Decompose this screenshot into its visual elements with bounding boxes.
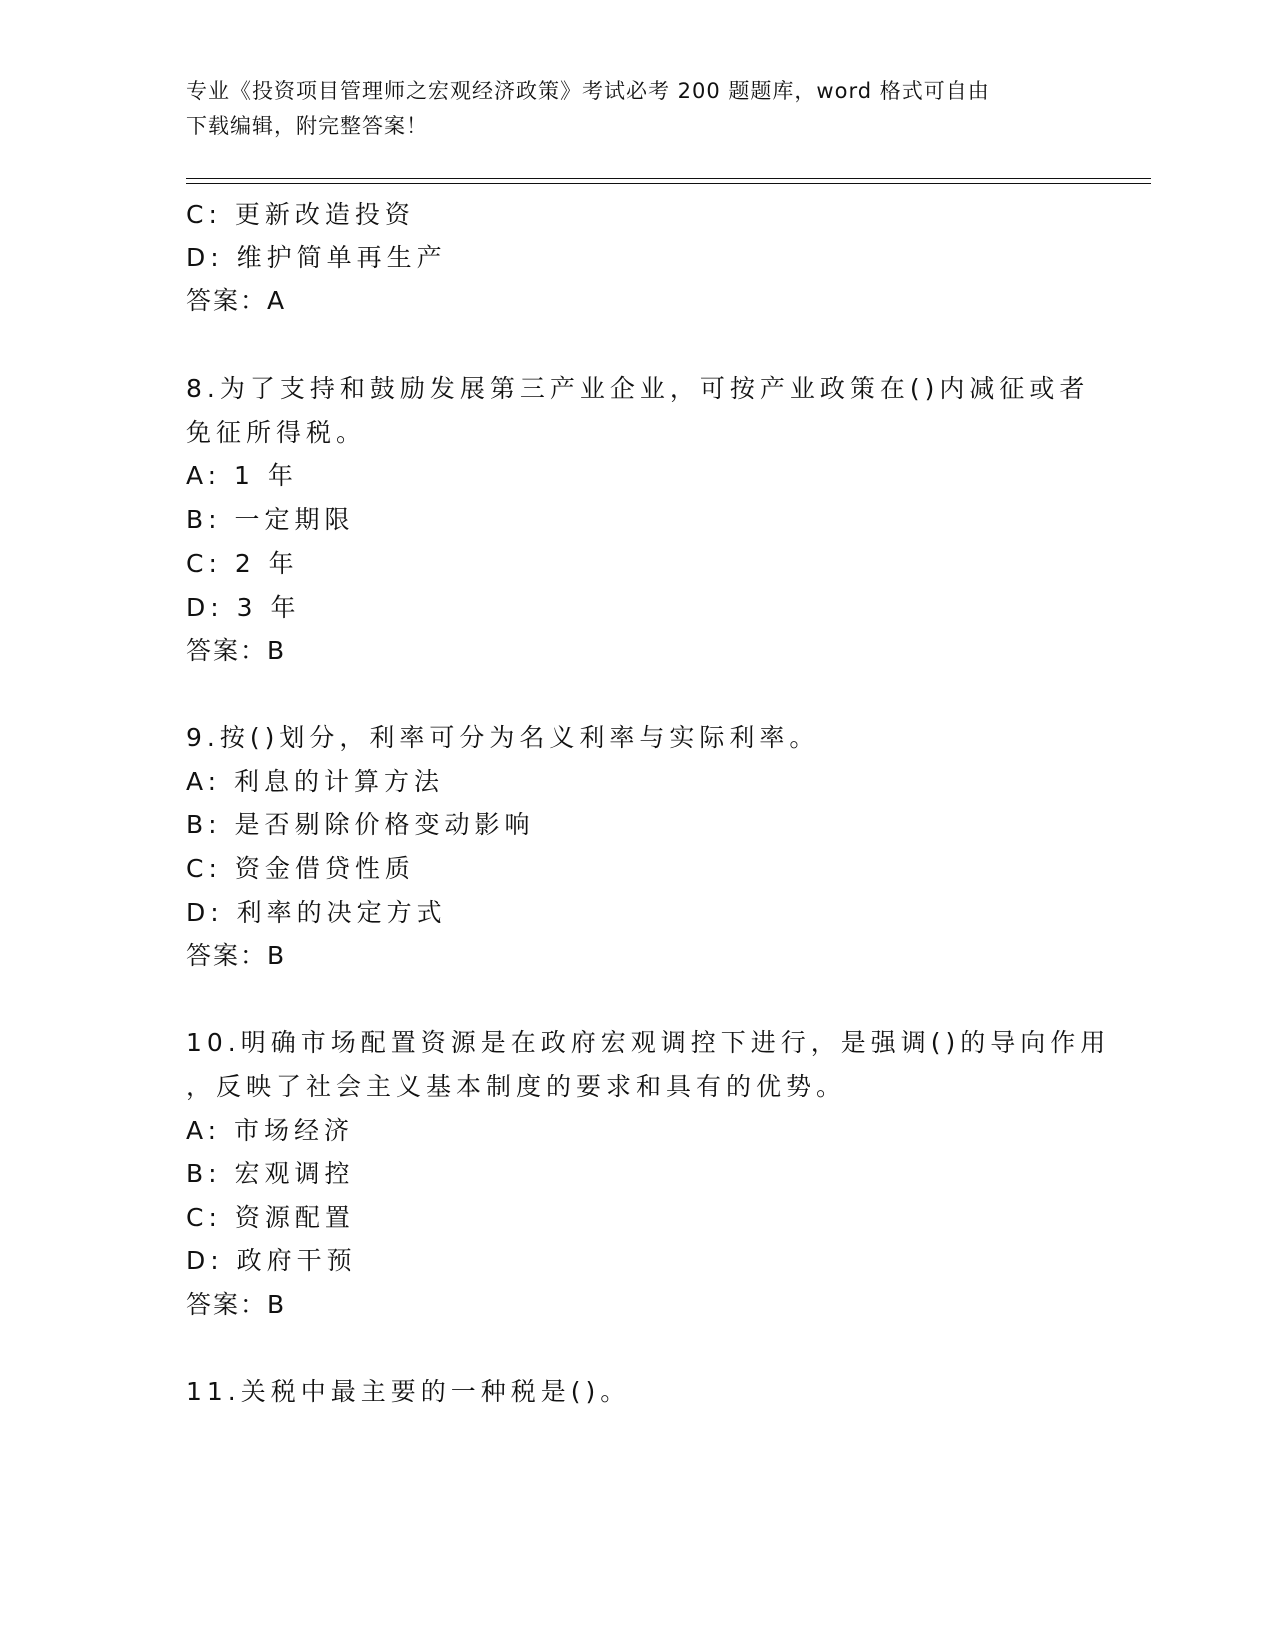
answer-value: B [267, 941, 285, 970]
q9-stem-line-1: 9.按()划分，利率可分为名义利率与实际利率。 [186, 723, 820, 752]
answer-value: A [267, 286, 285, 315]
answer-label: 答案： [186, 941, 268, 970]
q8-stem-line-1: 8.为了支持和鼓励发展第三产业企业，可按产业政策在()内减征或者 [186, 374, 1090, 403]
q9-option-b: B: 是否剔除价格变动影响 [186, 810, 535, 839]
header-divider-bottom [186, 183, 1151, 184]
q8-stem-line-2: 免征所得税。 [186, 418, 367, 447]
q8-option-b: B: 一定期限 [186, 505, 355, 534]
q8-option-d: D: 3 年 [186, 593, 301, 622]
q7-option-c: C: 更新改造投资 [186, 200, 415, 229]
q10-stem-line-1: 10.明确市场配置资源是在政府宏观调控下进行，是强调()的导向作用 [186, 1028, 1111, 1057]
q9-option-d: D: 利率的决定方式 [186, 898, 447, 927]
q10-stem-line-2: ，反映了社会主义基本制度的要求和具有的优势。 [186, 1072, 847, 1101]
q7-option-d: D: 维护简单再生产 [186, 243, 447, 272]
answer-label: 答案： [186, 286, 268, 315]
header-line-1: 专业《投资项目管理师之宏观经济政策》考试必考 200 题题库，word 格式可自由 [186, 79, 990, 103]
q11-stem-line-1: 11.关税中最主要的一种税是()。 [186, 1377, 631, 1406]
q9-answer [186, 939, 284, 973]
header-divider-top [186, 178, 1151, 179]
q9-option-c: C: 资金借贷性质 [186, 854, 415, 883]
answer-label: 答案： [186, 636, 268, 665]
q10-option-d: D: 政府干预 [186, 1246, 357, 1275]
q8-option-a: A: 1 年 [186, 461, 298, 490]
q7-answer [186, 284, 284, 318]
q10-answer [186, 1288, 284, 1322]
q9-option-a: A: 利息的计算方法 [186, 767, 445, 796]
q10-option-b: B: 宏观调控 [186, 1159, 355, 1188]
answer-value: B [267, 636, 285, 665]
answer-value: B [267, 1290, 285, 1319]
q8-answer [186, 634, 284, 668]
header-line-2: 下载编辑，附完整答案！ [186, 114, 428, 138]
answer-label: 答案： [186, 1290, 268, 1319]
q10-option-a: A: 市场经济 [186, 1116, 355, 1145]
q8-option-c: C: 2 年 [186, 549, 299, 578]
q10-option-c: C: 资源配置 [186, 1203, 355, 1232]
document-header [186, 74, 1066, 144]
